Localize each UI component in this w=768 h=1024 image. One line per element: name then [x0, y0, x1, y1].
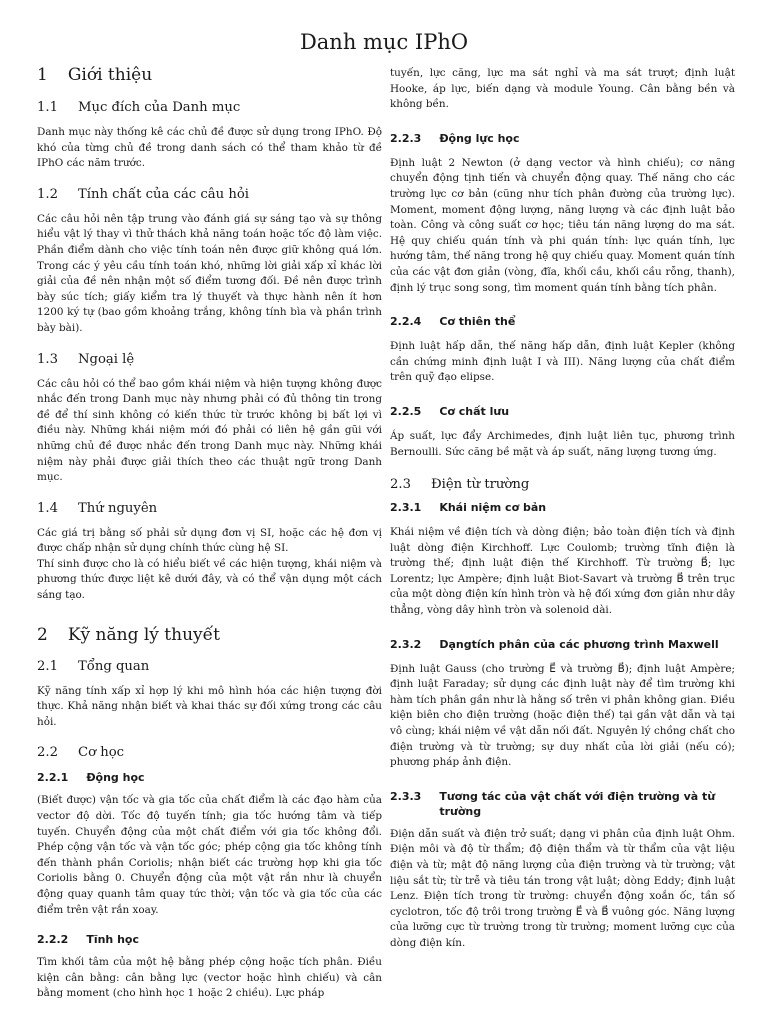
- subsection-heading: [37, 99, 382, 117]
- subsection-heading: [37, 744, 382, 762]
- paragraph: Khái niệm về điện tích và dòng điện; bảo toàn điện tích và định luật dòng điện Kirchhoff. Lực Coulomb; trường tĩnh điện là trường thế; định luật điện thế Kirchhoff. Từ trường B⃗; lực Lorentz; lực Ampère; định luật Biot-Savart và trường B⃗ trên trục của một dòng điện kín hình tròn và hệ đối xứng đơn giản như dây thẳng, vòng dây hình tròn và solenoid dài.: [390, 526, 735, 617]
- paragraph: Các câu hỏi nên tập trung vào đánh giá sự sáng tạo và sự thông hiểu vật lý thay vì thử thách khả năng toán hoặc tốc độ làm việc. Phần điểm dành cho việc tính toán nên được giữ không quá lớn. Trong các ý yêu cầu tính toán khó, những lời giải xấp xỉ khác lời giải của đề nên nhận một số điểm tương đối. Đề nên được trình bày súc tích; giấy kiểm tra lý thuyết và thực hành nên ít hơn 1200 ký tự (bao gồm khoảng trắng, không tính bìa và phần trình bày bài).: [37, 212, 382, 334]
- paragraph: Định luật hấp dẫn, thế năng hấp dẫn, định luật Kepler (không cần chứng minh định luật I và III). Năng lượng của chất điểm trên quỹ đạo elipse.: [390, 340, 735, 384]
- section-heading: [37, 624, 382, 646]
- subsubsection-number: 2.2.5: [390, 404, 422, 418]
- subsection-heading: [390, 476, 735, 494]
- subsection-title: Thứ nguyên: [77, 500, 158, 516]
- subsubsection-heading: [390, 637, 735, 652]
- subsubsection-title: Động lực học: [439, 131, 520, 145]
- subsubsection-heading: [37, 932, 382, 947]
- subsubsection-title: Động học: [86, 771, 145, 785]
- subsection-number: 2.1: [37, 658, 58, 674]
- left-column: [37, 64, 382, 1002]
- subsubsection-number: 2.3.1: [390, 501, 422, 515]
- right-column: [390, 66, 735, 952]
- section-title: Giới thiệu: [67, 65, 153, 85]
- subsection-heading: [37, 351, 382, 369]
- paragraph: Thí sinh được cho là có hiểu biết về các hiện tượng, khái niệm và phương thức được liệt kê dưới đây, và có thể vận dụng một cách sáng tạo.: [37, 557, 382, 602]
- subsection-number: 1.2: [37, 186, 58, 202]
- subsubsection-title: Tĩnh học: [86, 933, 140, 947]
- subsection-heading: [37, 186, 382, 204]
- subsubsection-title: Cơ chất lưu: [439, 404, 510, 418]
- section-number: 2: [37, 624, 48, 645]
- subsubsection-title: Tương tác của vật chất với điện trường và từ trường: [439, 789, 716, 818]
- paragraph: Danh mục này thống kê các chủ đề được sử dụng trong IPhO. Độ khó của từng chủ đề trong danh sách có thể tham khảo từ đề IPhO các năm trước.: [37, 126, 382, 170]
- subsubsection-heading: [37, 770, 382, 785]
- subsubsection-heading: [390, 404, 735, 419]
- subsection-title: Tính chất của các câu hỏi: [77, 186, 249, 202]
- subsection-heading: [37, 658, 382, 676]
- subsubsection-heading: [390, 131, 735, 146]
- subsubsection-heading: [390, 789, 735, 819]
- subsubsection-number: 2.2.4: [390, 315, 422, 329]
- paragraph: Điện dẫn suất và điện trở suất; dạng vi phân của định luật Ohm. Điện môi và độ từ thẩm; độ điện thẩm và từ thẩm của vật liệu điện và từ; mật độ năng lượng của điện trường và từ trường; vật liệu sắt từ; từ trễ và tiêu tán trong vật luật; dòng Eddy; định luật Lenz. Điện tích trong từ trường: chuyển động xoắn ốc, tần số cyclotron, tốc độ trôi trong trường E⃗ và B⃗ vuông góc. Năng lượng của lưỡng cực từ trường trong từ trường; moment lưỡng cực của dòng điện kín.: [390, 827, 735, 949]
- subsubsection-number: 2.3.2: [390, 637, 422, 651]
- paragraph: Các câu hỏi có thể bao gồm khái niệm và hiện tượng không được nhắc đến trong Danh mục này nhưng phải có đủ thông tin trong đề để thí sinh không có kiến thức từ trước không bị bất lợi vì điều này. Những khái niệm mới đó phải có liên hệ gần gũi với những chủ đề được nhắc đến trong Danh mục này. Những khái niệm này phải được giải thích theo các thuật ngữ trong Danh mục.: [37, 377, 382, 484]
- subsection-title: Điện từ trường: [430, 477, 530, 493]
- subsection-number: 1.1: [37, 100, 58, 115]
- paragraph: tuyến, lực căng, lực ma sát nghỉ và ma sát trượt; định luật Hooke, áp lực, biến dạng và module Young. Cân bằng bền và không bền.: [390, 67, 735, 111]
- subsubsection-number: 2.2.3: [390, 131, 422, 145]
- document-title: Danh mục IPhO: [299, 30, 469, 54]
- subsection-number: 2.3: [390, 477, 411, 493]
- subsection-heading: [37, 500, 382, 518]
- paragraph: Các giá trị bằng số phải sử dụng đơn vị SI, hoặc các hệ đơn vị được chấp nhận sử dụng chính thức cùng hệ SI.: [37, 526, 382, 555]
- subsubsection-title: Cơ thiên thể: [439, 315, 516, 329]
- section-heading: [37, 64, 382, 86]
- paragraph: Định luật 2 Newton (ở dạng vector và hình chiếu); cơ năng chuyển động tịnh tiến và chuyển động quay. Thế năng cho các trường lực cơ bản (cũng như tích phân đường của trường lực). Moment, moment động lượng, năng lượng và các định luật bảo toàn. Công và công suất cơ học; tiêu tán năng lượng do ma sát. Hệ quy chiếu quán tính và phi quán tính: lực quán tính, lực hướng tâm, thế năng trong hệ quy chiếu quay. Moment quán tính của các vật đơn giản (vòng, đĩa, khối cầu, khối cầu rỗng, thanh), định lý trục song song, tìm moment quán tính bằng tích phân.: [390, 156, 735, 294]
- paragraph: Định luật Gauss (cho trường E⃗ và trường B⃗); định luật Ampère; định luật Faraday; sử dụng các định luật này để tìm trường khi hàm tích phân gần như là hằng số trên vi phân không gian. Điều kiện biên cho điện trường (hoặc điện thế) tại gần vật dẫn và tại vô cùng; khái niệm về vật dẫn nối đất. Nguyên lý chồng chất cho điện trường và từ trường; sự duy nhất của lời giải (nếu có); phương pháp ảnh điện.: [390, 662, 735, 769]
- section-title: Kỹ năng lý thuyết: [67, 624, 220, 645]
- paragraph: Áp suất, lực đẩy Archimedes, định luật liên tục, phương trình Bernoulli. Sức căng bề mặt và áp suất, năng lượng tương ứng.: [390, 429, 735, 458]
- subsubsection-number: 2.2.1: [37, 771, 69, 785]
- subsubsection-number: 2.3.3: [390, 789, 422, 803]
- subsubsection-number: 2.2.2: [37, 933, 69, 947]
- subsubsection-title: Dạngtích phân của các phương trình Maxwell: [439, 637, 719, 651]
- subsection-number: 1.4: [37, 500, 58, 516]
- paragraph: (Biết được) vận tốc và gia tốc của chất điểm là các đạo hàm của vector độ dời. Tốc độ tuyến tính; gia tốc hướng tâm và tiếp tuyến. Chuyển động của một chất điểm với gia tốc không đổi. Phép cộng vận tốc và vận tốc góc; phép cộng gia tốc không tính đến thành phần Coriolis; nhận biết các trường hợp khi gia tốc Coriolis bằng 0. Chuyển động của một vật rắn như là chuyển động quay quanh tâm quay tức thời; vận tốc và gia tốc của các điểm trên vật rắn xoay.: [37, 794, 382, 916]
- subsection-title: Ngoại lệ: [77, 351, 135, 367]
- subsection-title: Tổng quan: [77, 658, 150, 674]
- paragraph: Tìm khối tâm của một hệ bằng phép cộng hoặc tích phân. Điều kiện cân bằng: cân bằng lực (vector hoặc hình chiếu) và cân bằng moment (cho hình học 1 hoặc 2 chiều). Lực pháp: [37, 956, 382, 1000]
- subsection-number: 2.2: [37, 745, 58, 761]
- subsubsection-heading: [390, 314, 735, 329]
- subsubsection-heading: [390, 500, 735, 515]
- subsection-number: 1.3: [37, 351, 58, 367]
- subsection-title: Mục đích của Danh mục: [77, 100, 241, 115]
- subsubsection-title: Khái niệm cơ bản: [439, 501, 547, 515]
- paragraph: Kỹ năng tính xấp xỉ hợp lý khi mô hình hóa các hiện tượng đời thực. Khả năng nhận biết và khai thác sự đối xứng trong các câu hỏi.: [37, 684, 382, 728]
- subsection-title: Cơ học: [77, 745, 125, 761]
- section-number: 1: [37, 65, 48, 85]
